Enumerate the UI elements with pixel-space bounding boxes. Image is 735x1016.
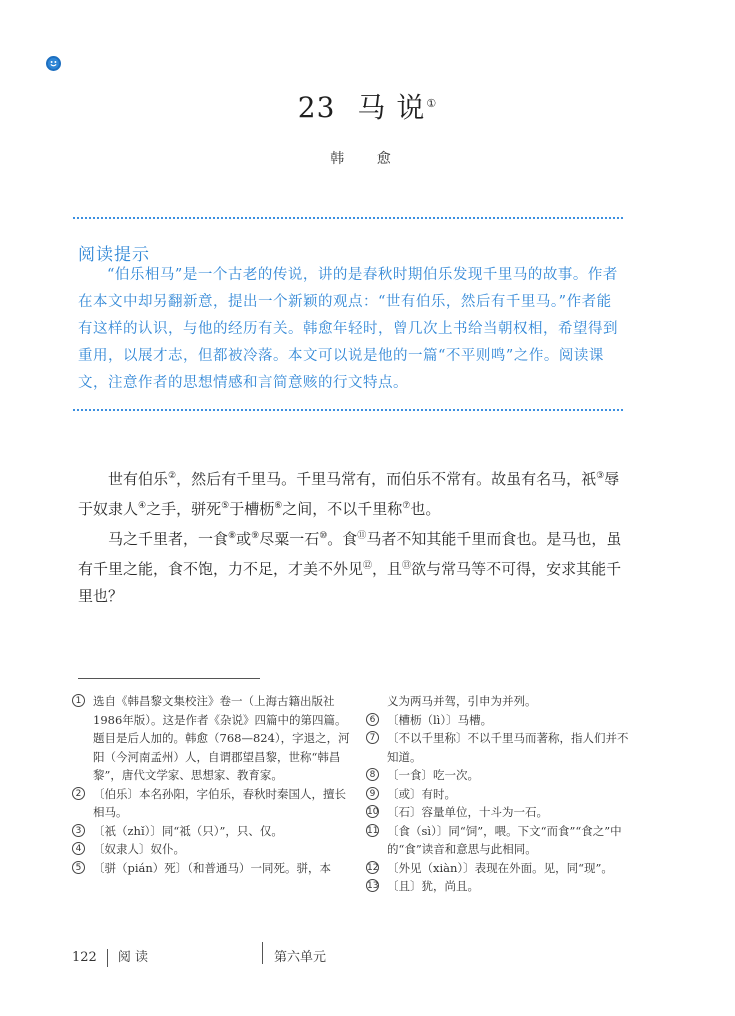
footnote-ref[interactable]: ③ xyxy=(596,471,605,481)
footnote-number: 7 xyxy=(366,731,379,744)
footnote-number: 6 xyxy=(366,713,379,726)
footnote-item: 6 〔槽枥（lì）〕马槽。 xyxy=(366,711,636,730)
footnote-item: 4 〔奴隶人〕奴仆。 xyxy=(72,840,352,859)
footnote-ref[interactable]: ⑦ xyxy=(402,501,411,511)
footnote-item: 10 〔石〕容量单位，十斗为一石。 xyxy=(367,805,548,819)
footnotes-left-column xyxy=(72,692,352,877)
footnote-number: 13 xyxy=(367,881,379,891)
reading-hint-title: 阅读提示 xyxy=(78,245,150,265)
footnote-number: 1 xyxy=(72,694,85,707)
footnote-number: 10 xyxy=(367,807,379,817)
footnote-rule xyxy=(78,678,260,679)
page-number: 122 xyxy=(72,950,97,965)
footnote-ref[interactable]: ② xyxy=(168,471,177,481)
footnote-ref[interactable]: ⑥ xyxy=(274,501,283,511)
reading-hint-body: “伯乐相马”是一个古老的传说，讲的是春秋时期伯乐发现千里马的故事。作者在本文中却另翻新意，提出一个新颖的观点：“世有伯乐，然后有千里马。”作者能有这样的认识，与他的经历有关。韩愈年轻时，曾几次上书给当朝权相，希望得到重用，以展才志，但都被冷落。本文可以说是他的一篇“不平则鸣”之作。阅读课文，注意作者的思想情感和言简意赅的行文特点。 xyxy=(78,267,618,391)
footnote-number: 3 xyxy=(72,824,85,837)
footnote-ref[interactable]: ④ xyxy=(138,501,147,511)
footnote-continuation: 义为两马并驾，引申为并列。 xyxy=(387,694,537,708)
lesson-title xyxy=(0,86,735,126)
footnote-item: 3 〔祇（zhǐ）〕同“祗（只）”，只、仅。 xyxy=(72,822,352,841)
lesson-number: 23 xyxy=(297,91,336,124)
footnote-ref[interactable]: ⑤ xyxy=(221,501,230,511)
footnote-item: 5 〔骈（pián）死〕（和普通马）一同死。骈，本 xyxy=(72,859,352,878)
footnote-item: 1 选自《韩昌黎文集校注》卷一（上海古籍出版社1986年版）。这是作者《杂说》四篇中的第四篇。题目是后人加的。韩愈（768—824），字退之，河阳（今河南孟州）人，自谓郡望昌黎，世称“韩昌黎”，唐代文学家、思想家、教育家。 xyxy=(72,692,352,785)
page-footer xyxy=(72,946,148,967)
footnote-ref[interactable]: ⑧ xyxy=(228,531,237,541)
footnote-item: 9 〔或〕有时。 xyxy=(366,785,636,804)
footnote-number: 4 xyxy=(72,842,85,855)
footnote-number: 11 xyxy=(367,825,379,836)
footnote-number: 12 xyxy=(367,862,379,873)
footnote-number: 5 xyxy=(72,861,85,874)
footer-unit: 第六单元 xyxy=(274,950,327,965)
title-footnote-mark[interactable]: ① xyxy=(426,96,438,110)
footnote-item: 7 〔不以千里称〕不以千里马而著称，指人们并不知道。 xyxy=(366,729,636,766)
footnote-ref[interactable]: ⑩ xyxy=(319,531,328,541)
smiley-icon xyxy=(46,56,61,71)
dotted-divider-bottom xyxy=(73,409,623,411)
main-text xyxy=(78,463,626,610)
footnote-number: 2 xyxy=(72,787,85,800)
footnote-number: 9 xyxy=(366,787,379,800)
footnote-item: 2 〔伯乐〕本名孙阳，字伯乐，春秋时秦国人，擅长相马。 xyxy=(72,785,352,822)
footnote-item: 12 〔外见（xiàn）〕表现在外面。见，同“现”。 xyxy=(367,860,613,875)
footnotes-right-column xyxy=(366,692,636,896)
footnote-item: 13 〔且〕犹，尚且。 xyxy=(367,879,479,893)
footnote-ref[interactable]: ⑨ xyxy=(251,531,260,541)
footnote-ref[interactable]: ⑪ xyxy=(357,531,367,541)
footnote-item: 8 〔一食〕吃一次。 xyxy=(366,766,636,785)
dotted-divider-top xyxy=(73,217,623,219)
paragraph-2: 马之千里者，一食⑧或⑨尽粟一石⑩。食⑪马者不知其能千里而食也。是马也，虽有千里之能，食不饱，力不足，才美不外见⑫，且⑬欲与常马等不可得，安求其能千里也？ xyxy=(78,530,622,605)
footer-divider xyxy=(107,949,108,967)
footnote-number: 8 xyxy=(366,768,379,781)
footer-divider xyxy=(262,942,263,964)
footnote-ref[interactable]: ⑫ xyxy=(363,561,373,571)
paragraph-1: 世有伯乐②，然后有千里马。千里马常有，而伯乐不常有。故虽有名马，祇③辱于奴隶人④之手，骈死⑤于槽枥⑥之间，不以千里称⑦也。 xyxy=(78,470,620,518)
author: 韩 愈 xyxy=(330,151,405,167)
footnote-ref[interactable]: ⑬ xyxy=(402,561,412,571)
title-text: 马 说 xyxy=(357,91,426,124)
footer-section: 阅 读 xyxy=(117,950,148,965)
footnote-item: 11 〔食（sì）〕同“饲”，喂。下文“而食”“食之”中的“食”读音和意思与此相同。 xyxy=(367,823,622,856)
